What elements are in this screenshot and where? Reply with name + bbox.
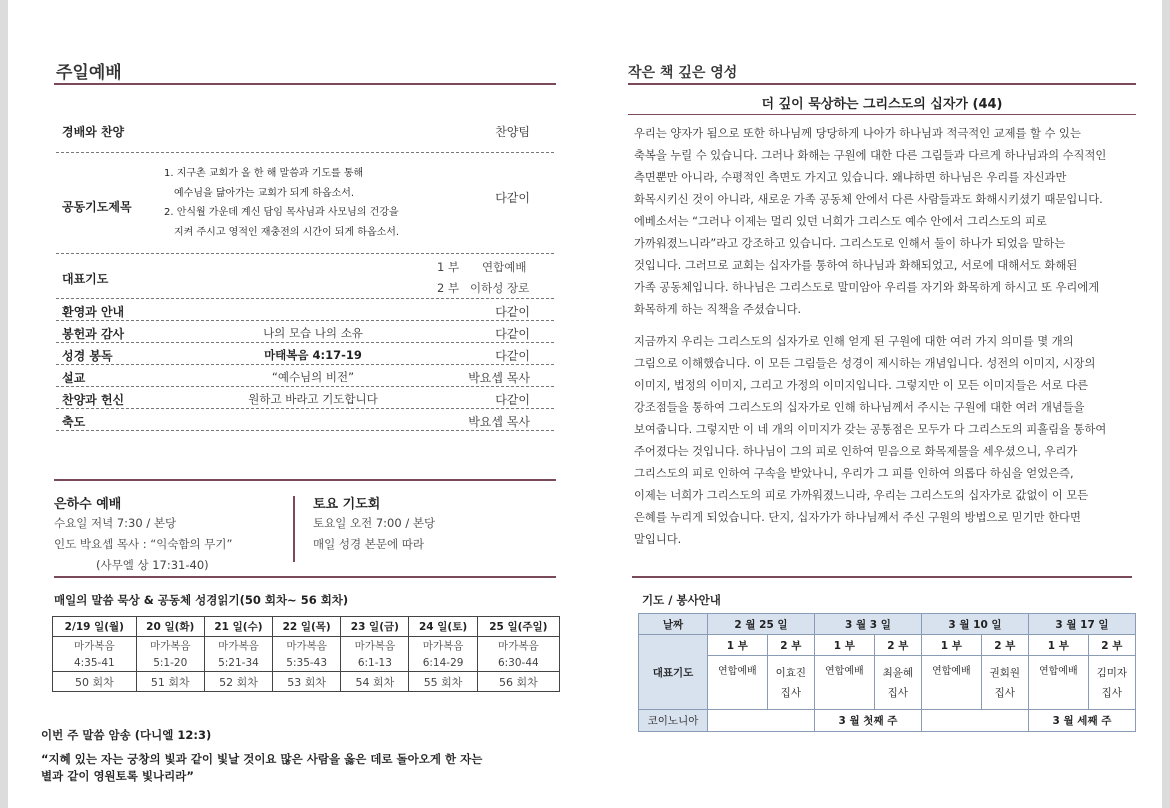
service-label: 대표기도 <box>62 272 109 286</box>
koinonia-cell: 3 월 세째 주 <box>1028 710 1135 732</box>
rep-cell: 권회원 집사 <box>981 656 1028 710</box>
part-header: 2 부 <box>1088 635 1135 656</box>
section-rule <box>54 576 556 578</box>
service-leader: 다같이 <box>495 393 530 407</box>
article-line: 강조점들을 통하여 그리스도의 십자가로 인해 하나님께서 주시는 구원에 대한 여러 개념들을 <box>634 401 1085 414</box>
reading-day: 2/19 일(월) <box>53 617 137 637</box>
rep-cell: 연합예배 <box>814 656 874 710</box>
worship-title: 주일예배 <box>56 63 122 83</box>
koinonia-cell <box>921 710 1028 732</box>
article-line: 에베소서는 “그러나 이제는 멀리 있던 너희가 그리스도 예수 안에서 그리스도의 피로 <box>634 215 1047 228</box>
wednesday-sermon: 인도 박요셉 목사 : “익숙함의 무기” <box>54 537 233 551</box>
article-line: 은혜를 누리게 되었습니다. 단지, 십자가가 하나님께서 주신 구원의 방법으로 믿기만 한다면 <box>634 511 1081 524</box>
koinonia-cell: 3 월 첫째 주 <box>814 710 921 732</box>
service-label: 경배와 찬양 <box>62 125 125 139</box>
article-line: 말입니다. <box>634 533 682 546</box>
reading-round: 53 회차 <box>273 672 341 692</box>
part-header: 2 부 <box>981 635 1028 656</box>
service-leader: 다같이 <box>495 305 530 319</box>
divider <box>56 152 554 153</box>
service-leader: 다같이 <box>495 327 530 341</box>
reading-verse: 6:14-29 <box>409 654 477 672</box>
reading-round: 51 회차 <box>136 672 204 692</box>
reading-day: 20 일(화) <box>136 617 204 637</box>
article-line: 보여줍니다. 그렇지만 이 네 개의 이미지가 갖는 공통점은 모두가 다 그리스도의 피흘림을 통하여 <box>634 423 1107 436</box>
rep-prayer-label: 대표기도 <box>639 635 708 710</box>
service-label: 설교 <box>62 371 86 385</box>
article-line: 가족 공동체입니다. 하나님은 그리스도로 말미암아 우리를 자기와 화목하게 하시고 또 우리에게 <box>634 281 1100 294</box>
reading-title: 매일의 말씀 묵상 & 공동체 성경읽기(50 회차~ 56 회차) <box>54 593 349 607</box>
article-paragraph <box>634 123 1132 321</box>
reading-days-row <box>53 617 560 637</box>
divider <box>56 320 554 321</box>
reading-round: 50 회차 <box>53 672 137 692</box>
rep-cell: 김미자 집사 <box>1088 656 1135 710</box>
section-title: 작은 책 깊은 영성 <box>628 65 738 81</box>
prayer-item: 지켜 주시고 영적인 재충전의 시간이 되게 하옵소서. <box>174 226 400 238</box>
article-line: 것입니다. 그러므로 교회는 십자가를 통하여 하나님과 화해되었고, 서로에 대해서도 화해된 <box>634 259 1078 272</box>
article-paragraph <box>634 331 1132 551</box>
divider <box>56 364 554 365</box>
rep-cell: 연합예배 <box>921 656 981 710</box>
reading-verse: 5:1-20 <box>136 654 204 672</box>
part-header: 1 부 <box>708 635 768 656</box>
service-label: 축도 <box>62 415 86 429</box>
part-header: 2 부 <box>874 635 921 656</box>
article-line: 화목하게 하는 직책을 주셨습니다. <box>634 303 802 316</box>
reading-book: 마가복음 <box>204 637 272 655</box>
saturday-note: 매일 성경 본문에 따라 <box>313 537 424 551</box>
reading-verse: 5:35-43 <box>273 654 341 672</box>
rep-leader: 이하성 장로 <box>470 281 530 295</box>
reading-book-row <box>53 637 560 655</box>
section-rule <box>632 576 1132 578</box>
divider <box>56 298 554 299</box>
rep-leader: 연합예배 <box>482 260 527 274</box>
article-title: 더 깊이 묵상하는 그리스도의 십자가 (44) <box>761 97 1003 112</box>
service-leader: 다같이 <box>495 191 530 205</box>
memory-verse-title: 이번 주 말씀 암송 (다니엘 12:3) <box>41 728 212 742</box>
article-line: 화목시키신 것이 아니라, 새로운 가족 공동체 안에서 다른 사람들과도 화해시키셨기 때문입니다. <box>634 193 1103 206</box>
service-leader: 다같이 <box>495 349 530 363</box>
wednesday-time: 수요일 저녁 7:30 / 본당 <box>54 516 177 530</box>
service-leader: 박요셉 목사 <box>468 371 530 385</box>
article-line: 축복을 누릴 수 있습니다. 그러나 화해는 구원에 대한 다른 그림들과 다르게 하나님과의 수직적인 <box>634 149 1107 162</box>
rep-cell: 연합예배 <box>708 656 768 710</box>
date-header: 3 월 10 일 <box>921 614 1028 635</box>
reading-book: 마가복음 <box>477 637 559 655</box>
dates-row <box>639 614 1136 635</box>
parts-row <box>639 635 1136 656</box>
reading-day: 25 일(주일) <box>477 617 559 637</box>
date-label: 날짜 <box>639 614 708 635</box>
article-title-rule <box>628 114 1136 115</box>
reading-book: 마가복음 <box>273 637 341 655</box>
reading-table <box>52 616 560 692</box>
service-detail: 마태복음 4:17-19 <box>264 348 362 362</box>
reading-day: 24 일(토) <box>409 617 477 637</box>
reading-book: 마가복음 <box>136 637 204 655</box>
reading-book: 마가복음 <box>53 637 137 655</box>
worship-title-rule <box>54 83 556 85</box>
memory-verse-line: “지혜 있는 자는 궁창의 빛과 같이 빛날 것이요 많은 사람을 옳은 데로 돌아오게 한 자는 <box>41 752 483 766</box>
rep-prayer-row <box>639 656 1136 710</box>
rep-cell: 연합예배 <box>1028 656 1088 710</box>
article-line: 이미지, 법정의 이미지, 그리고 가정의 이미지입니다. 그렇지만 이 모든 이미지들은 서로 다른 <box>634 379 1089 392</box>
service-leader: 찬양팀 <box>495 125 530 139</box>
part-header: 2 부 <box>767 635 814 656</box>
article-line: 그리스도의 피로 인하여 구속을 받았나니, 우리가 그 피를 인하여 의롭다 하심을 얻었은즉, <box>634 467 1074 480</box>
koinonia-cell <box>708 710 815 732</box>
service-guide-table <box>638 613 1136 732</box>
rep-cell: 이효진 집사 <box>767 656 814 710</box>
service-detail: “예수님의 비전” <box>271 370 355 384</box>
wednesday-passage: (사무엘 상 17:31-40) <box>96 558 209 572</box>
part-header: 1 부 <box>921 635 981 656</box>
bulletin-page <box>8 0 1162 808</box>
divider <box>56 342 554 343</box>
service-label: 성경 봉독 <box>62 349 113 363</box>
service-detail: 원하고 바라고 기도합니다 <box>248 392 378 406</box>
divider <box>56 408 554 409</box>
divider <box>56 430 554 431</box>
section-title-rule <box>628 83 1136 85</box>
reading-round: 54 회차 <box>341 672 409 692</box>
reading-verse-row <box>53 654 560 672</box>
prayer-item: 1. 지구촌 교회가 올 한 해 말씀과 기도를 통해 <box>164 168 364 179</box>
reading-day: 21 일(수) <box>204 617 272 637</box>
rep-part: 1 부 <box>437 260 460 274</box>
service-leader: 박요셉 목사 <box>468 415 530 429</box>
common-prayer-list <box>164 164 399 242</box>
article-line: 측면뿐만 아니라, 수평적인 측면도 가지고 있습니다. 왜냐하면 하나님은 우리를 자신과만 <box>634 171 1067 184</box>
wednesday-title: 은하수 예배 <box>54 497 122 512</box>
rep-part: 2 부 <box>437 281 460 295</box>
service-label: 환영과 안내 <box>62 305 125 319</box>
reading-round-row <box>53 672 560 692</box>
saturday-time: 토요일 오전 7:00 / 본당 <box>313 516 436 530</box>
reading-round: 52 회차 <box>204 672 272 692</box>
service-guide-title: 기도 / 봉사안내 <box>642 593 721 607</box>
column-divider <box>293 496 295 562</box>
saturday-title: 토요 기도회 <box>313 497 381 512</box>
article-line: 우리는 양자가 됨으로 또한 하나님께 당당하게 나아가 하나님과 적극적인 교제를 할 수 있는 <box>634 127 1081 140</box>
reading-verse: 6:1-13 <box>341 654 409 672</box>
reading-day: 22 일(목) <box>273 617 341 637</box>
reading-verse: 6:30-44 <box>477 654 559 672</box>
part-header: 1 부 <box>814 635 874 656</box>
section-rule <box>54 479 556 481</box>
koinonia-label: 코이노니아 <box>639 710 708 732</box>
prayer-item: 예수님을 닮아가는 교회가 되게 하옵소서. <box>174 187 355 199</box>
reading-book: 마가복음 <box>409 637 477 655</box>
memory-verse-line: 별과 같이 영원토록 빛나리라” <box>41 769 194 783</box>
divider <box>56 386 554 387</box>
date-header: 2 월 25 일 <box>708 614 815 635</box>
service-label: 봉헌과 감사 <box>62 327 125 341</box>
part-header: 1 부 <box>1028 635 1088 656</box>
reading-round: 56 회차 <box>477 672 559 692</box>
reading-day: 23 일(금) <box>341 617 409 637</box>
service-label: 공동기도제목 <box>62 200 132 214</box>
article-line: 가까워졌느니라”라고 강조하고 있습니다. 그리스도로 인해서 둘이 하나가 되었음 말하는 <box>634 237 1066 250</box>
reading-verse: 4:35-41 <box>53 654 137 672</box>
article-line: 이제는 너희가 그리스도의 피로 가까워졌느니라, 우리는 그리스도의 십자가로 값없이 이 모든 <box>634 489 1089 502</box>
article-line: 주어졌다는 것입니다. 하나님이 그의 피로 인하여 믿음으로 화목제물을 세우셨으니, 우리가 <box>634 445 1078 458</box>
service-detail: 나의 모습 나의 소유 <box>263 326 363 340</box>
prayer-item: 2. 안식월 가운데 계신 담임 목사님과 사모님의 건강을 <box>164 207 399 218</box>
reading-round: 55 회차 <box>409 672 477 692</box>
reading-book: 마가복음 <box>341 637 409 655</box>
koinonia-row <box>639 710 1136 732</box>
article-line: 지금까지 우리는 그리스도의 십자가로 인해 얻게 된 구원에 대한 여러 가지 의미를 몇 개의 <box>634 335 1074 348</box>
date-header: 3 월 3 일 <box>814 614 921 635</box>
divider <box>56 253 554 254</box>
date-header: 3 월 17 일 <box>1028 614 1135 635</box>
article-line: 그림으로 이해했습니다. 이 모든 그림들은 성경이 제시하는 개념입니다. 성전의 이미지, 시장의 <box>634 357 1096 370</box>
rep-cell: 최윤혜 집사 <box>874 656 921 710</box>
reading-verse: 5:21-34 <box>204 654 272 672</box>
service-label: 찬양과 헌신 <box>62 393 125 407</box>
